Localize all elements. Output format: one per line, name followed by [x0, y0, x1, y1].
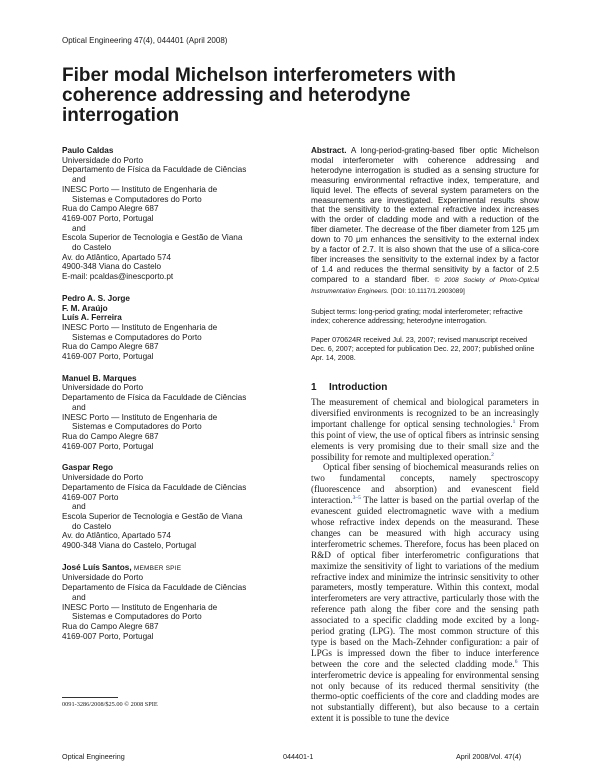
abstract-label: Abstract. [311, 146, 347, 155]
author-name: José Luís Santos, [62, 562, 132, 572]
affiliation-line: Escola Superior de Tecnologia e Gestão de Viana [62, 233, 243, 243]
citation-ref[interactable]: 3–5 [352, 495, 361, 502]
affiliation-line: Departamento de Física da Faculdade de Ciências [62, 583, 247, 593]
intro-body [311, 397, 539, 724]
affiliation-line: Departamento de Física da Faculdade de Ciências [62, 165, 247, 175]
affiliation-line: Sistemas e Computadores do Porto [72, 332, 202, 342]
section-number: 1 [311, 382, 317, 393]
author-name: Manuel B. Marques [62, 373, 137, 383]
subject-terms: Subject terms: long-period grating; modal interferometer; refractive index; coherence addressing; heterodyne interrogation. [311, 306, 523, 325]
author-block-jorge [62, 294, 282, 362]
author-block-santos [62, 563, 282, 642]
abstract-doi[interactable]: [DOI: 10.1117/1.2903089] [390, 287, 465, 295]
section-title: Introduction [329, 382, 388, 393]
author-block-marques [62, 374, 282, 452]
intro-paragraph-1 [311, 397, 539, 462]
affiliation-line: Universidade do Porto [62, 573, 144, 583]
footer-issue: April 2008/Vol. 47(4) [456, 752, 522, 761]
affiliation-line: Rua do Campo Alegre 687 [62, 431, 159, 441]
affiliation-line: Av. do Atlântico, Apartado 574 [62, 252, 171, 262]
paper-history: Paper 070624R received Jul. 23, 2007; revised manuscript received Dec. 6, 2007; accepted for publication Dec. 22, 2007; published online Apr. 14, 2008. [311, 334, 535, 362]
affiliation-line: 4169-007 Porto, Portugal [62, 213, 154, 223]
affiliation-line: do Castelo [72, 243, 112, 253]
affiliation-line: Universidade do Porto [62, 383, 144, 393]
affiliation-line: Universidade do Porto [62, 473, 144, 483]
author-email[interactable]: E-mail: pcaldas@inescporto.pt [62, 272, 174, 282]
paragraph-text: Optical fiber sensing of biochemical measurands relies on two fundamental concepts, namely spectroscopy (fluorescence and absorption) and evanescent field interaction. [311, 462, 539, 506]
running-head: Optical Engineering 47(4), 044401 (April 2008) [62, 36, 228, 45]
affiliation-line: and [72, 402, 86, 412]
affiliation-line: INESC Porto — Instituto de Engenharia de [62, 412, 218, 422]
author-name: Pedro A. S. Jorge [62, 293, 130, 303]
affiliation-line: 4900-348 Viana do Castelo, Portugal [62, 541, 197, 551]
abstract-column [311, 146, 539, 362]
affiliation-line: Sistemas e Computadores do Porto [72, 194, 202, 204]
abstract-text: A long-period-grating-based fiber optic Michelson modal interferometer with coherence addressing and heterodyne interrogation is studied as a sensing structure for measuring environmental refractive index, temperature, and liquid level. The effects of several system parameters on the measurements are investigated. Experimental results show that the sensitivity to the external refractive index increases with the order of cladding mode and with a reduction of the fiber diameter. The decrease of the fiber diameter from 125 μm down to 70 μm enhances the sensitivity to the external index by a factor of 2.7. It is also shown that the use of a silica-core fiber increases the sensitivity to the external index by a factor of 1.4 and reduces the thermal sensitivity by a factor of 2.5 compared to a standard fiber. [311, 146, 539, 284]
paragraph-text: From this point of view, the use of optical fibers as intrinsic sensing elements is very promising due to their small size and the possibility for remote and multiplexed operation. [311, 418, 539, 462]
affiliation-line: 4169-007 Porto, Portugal [62, 631, 154, 641]
affiliation-line: 4169-007 Porto, Portugal [62, 352, 154, 362]
affiliation-line: and [72, 223, 86, 233]
affiliation-line: and [72, 502, 86, 512]
membership-badge: MEMBER SPIE [133, 564, 182, 572]
affiliation-line: Departamento de Física da Faculdade de Ciências [62, 393, 247, 403]
intro-paragraph-2 [311, 462, 539, 724]
affiliation-line: and [72, 175, 86, 185]
footer-journal: Optical Engineering [62, 752, 125, 761]
author-name: Luís A. Ferreira [62, 313, 122, 323]
affiliation-line: and [72, 592, 86, 602]
affiliation-line: do Castelo [72, 521, 112, 531]
author-name: Gaspar Rego [62, 463, 113, 473]
author-name-line [62, 563, 282, 574]
affiliation-line: INESC Porto — Instituto de Engenharia de [62, 602, 218, 612]
affiliation-line: INESC Porto — Instituto de Engenharia de [62, 322, 218, 332]
paragraph-text: This interferometric device is appealing for environmental sensing not only because of its reduced thermal sensitivity (the thermo-optic coefficients of the core and cladding modes are not substantially different), but also because to a certain extent it is possible to tune the device [311, 658, 539, 724]
affiliation-line: 4169-007 Porto [62, 492, 119, 502]
affiliation-line: 4900-348 Viana do Castelo [62, 262, 162, 272]
affiliation-line: Rua do Campo Alegre 687 [62, 204, 159, 214]
affiliation-line: Departamento de Física da Faculdade de Ciências [62, 482, 247, 492]
affiliation-line: 4169-007 Porto, Portugal [62, 441, 154, 451]
affiliation-line: INESC Porto — Instituto de Engenharia de [62, 184, 218, 194]
affiliation-line: Sistemas e Computadores do Porto [72, 612, 202, 622]
footer-page-number: 044401-1 [283, 752, 314, 761]
citation-ref[interactable]: 2 [491, 451, 494, 458]
affiliation-line: Av. do Atlântico, Apartado 574 [62, 531, 171, 541]
affiliation-line: Escola Superior de Tecnologia e Gestão de Viana [62, 511, 243, 521]
copyright-line: 0091-3286/2008/$25.00 © 2008 SPIE [62, 701, 158, 708]
affiliation-line: Sistemas e Computadores do Porto [72, 422, 202, 432]
section-heading [311, 382, 387, 393]
abstract [311, 146, 539, 297]
author-column [62, 146, 282, 653]
citation-ref[interactable]: 6 [514, 658, 518, 665]
author-name: F. M. Araújo [62, 303, 108, 313]
affiliation-line: Universidade do Porto [62, 155, 144, 165]
affiliation-line: Rua do Campo Alegre 687 [62, 621, 159, 631]
author-block-rego [62, 463, 282, 550]
paragraph-text: The measurement of chemical and biological parameters in diversified environments is recognized to be an increasingly important challenge for optical sensing technologies. [311, 397, 539, 429]
footnote-rule [62, 697, 118, 698]
author-name: Paulo Caldas [62, 146, 114, 155]
citation-ref[interactable]: 1 [512, 418, 516, 425]
paragraph-text: The latter is based on the partial overlap of the evanescent guided electromagnetic wave with a medium whose refractive index depends on the measurand. These changes can be measured with high accuracy using interferometric schemes. Therefore, focus has been placed on R&D of optical fiber interferometric configurations that maximize the sensitivity of light to variations of the medium refractive index and minimize the intrinsic sensitivity to other parameters, mostly temperature. Within this context, modal interferometers are very attractive, particularly those with the reference path along the fiber core and the sensing path associated to a specific cladding mode excited by a long-period grating (LPG). The most common structure of this type is based on the Mach-Zehnder configuration: a pair of LPGs is impressed down the fiber to induce interference between the core and the selected cladding mode. [311, 495, 539, 669]
affiliation-line: Rua do Campo Alegre 687 [62, 342, 159, 352]
author-block-caldas [62, 146, 282, 282]
paper-title: Fiber modal Michelson interferometers with coherence addressing and heterodyne interrogation [62, 65, 456, 126]
abstract-copyright: © 2008 Society of Photo-Optical Instrumentation Engineers. [311, 276, 539, 295]
